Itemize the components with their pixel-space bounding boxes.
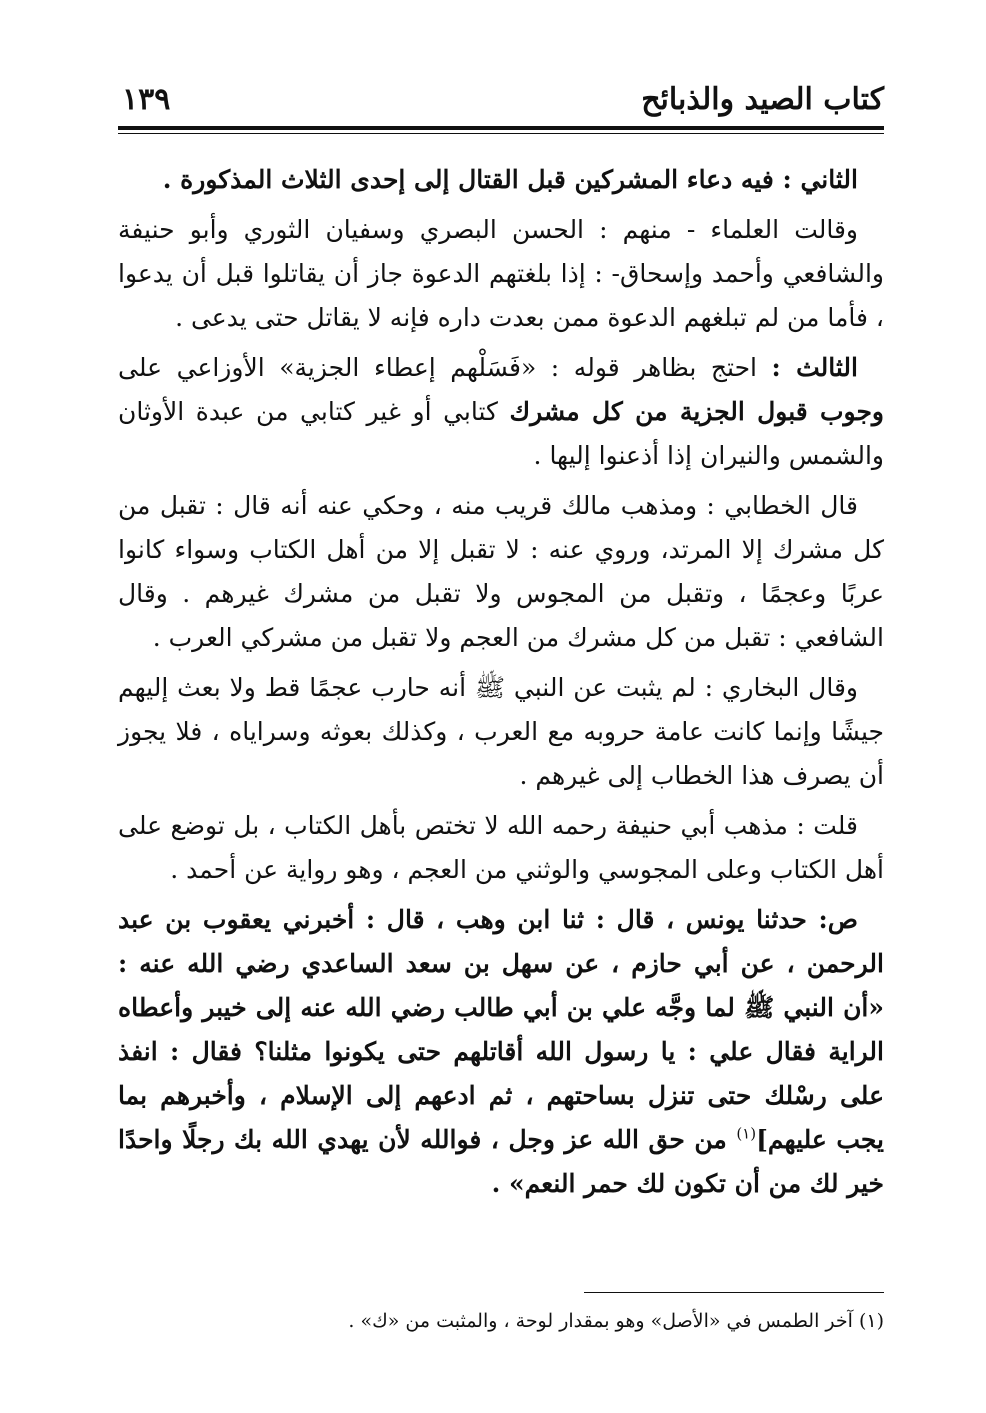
paragraph-bukhari: وقال البخاري : لم يثبت عن النبي ﷺ أنه حارب عجمًا قط ولا بعث إليهم جيشًا وإنما كانت عامة حروبه مع العرب ، وكذلك بعوثه وسراياه ، فلا يجوز أن يصرف هذا الخطاب إلى غيرهم . (118, 673, 884, 790)
paragraph-scholars-opinion: وقالت العلماء - منهم : الحسن البصري وسفيان الثوري وأبو حنيفة والشافعي وأحمد وإسحاق- : إذا بلغتهم الدعوة جاز أن يقاتلوا قبل أن يدعوا ، فأما من لم تبلغهم الدعوة ممن بعدت داره فإنه لا يقاتل حتى يدعى . (118, 215, 884, 332)
paragraph-third-part1: احتج بظاهر قوله : «فَسَلْهم إعطاء الجزية» الأوزاعي على (118, 353, 772, 382)
paragraph-author-note: قلت : مذهب أبي حنيفة رحمه الله لا تختص بأهل الكتاب ، بل توضع على أهل الكتاب وعلى المجوسي والوثني من العجم ، وهو رواية عن أحمد . (118, 811, 884, 884)
header-rule-thin (118, 133, 884, 134)
paragraph-third-part2: كتابي أو غير كتابي من عبدة الأوثان والشمس والنيران إذا أذعنوا إليها . (118, 397, 884, 470)
paragraph-second-point: الثاني : فيه دعاء المشركين قبل القتال إلى إحدى الثلاث المذكورة . (162, 165, 858, 194)
footnote-text: (١) آخر الطمس في «الأصل» وهو بمقدار لوحة ، والمثبت من «ك» . (348, 1310, 884, 1332)
page-body (118, 158, 884, 1206)
header-rule-thick (118, 126, 884, 130)
paragraph-hadith (118, 898, 884, 1206)
running-title: كتاب الصيد والذبائح (641, 82, 884, 117)
page-header (118, 60, 884, 126)
book-page (118, 60, 884, 1360)
paragraph-third-point (118, 346, 884, 478)
hadith-part1: ص: حدثنا يونس ، قال : ثنا ابن وهب ، قال : أخبرني يعقوب بن عبد الرحمن ، عن أبي حازم ، عن سهل بن سعد الساعدي رضي الله عنه : «أن النبي ﷺ لما وجَّه علي بن أبي طالب رضي الله عنه إلى خيبر وأعطاه الراية فقال علي : يا رسول الله أقاتلهم حتى يكونوا مثلنا؟ فقال : انفذ على رسْلك حتى تنزل بساحتهم ، ثم ادعهم إلى الإسلام ، وأخبرهم بما يجب عليهم] (118, 905, 884, 1154)
paragraph-khattabi: قال الخطابي : ومذهب مالك قريب منه ، وحكي عنه أنه قال : تقبل من كل مشرك إلا المرتد، وروي عنه : لا تقبل إلا من أهل الكتاب وسواء كانوا عربًا وعجمًا ، وتقبل من المجوس ولا تقبل من مشرك غيرهم . وقال الشافعي : تقبل من كل مشرك من العجم ولا تقبل من مشركي العرب . (118, 491, 884, 652)
paragraph-third-lead: الثالث : (771, 353, 858, 382)
paragraph-third-bold: وجوب قبول الجزية من كل مشرك (509, 397, 884, 426)
footnote-separator (584, 1292, 884, 1293)
footnote-reference: (١) (736, 1124, 757, 1143)
page-number: ١٣٩ (122, 82, 171, 117)
hadith-part2: من حق الله عز وجل ، فوالله لأن يهدي الله بك رجلًا واحدًا خير لك من أن تكون لك حمر النعم» . (118, 1125, 884, 1198)
